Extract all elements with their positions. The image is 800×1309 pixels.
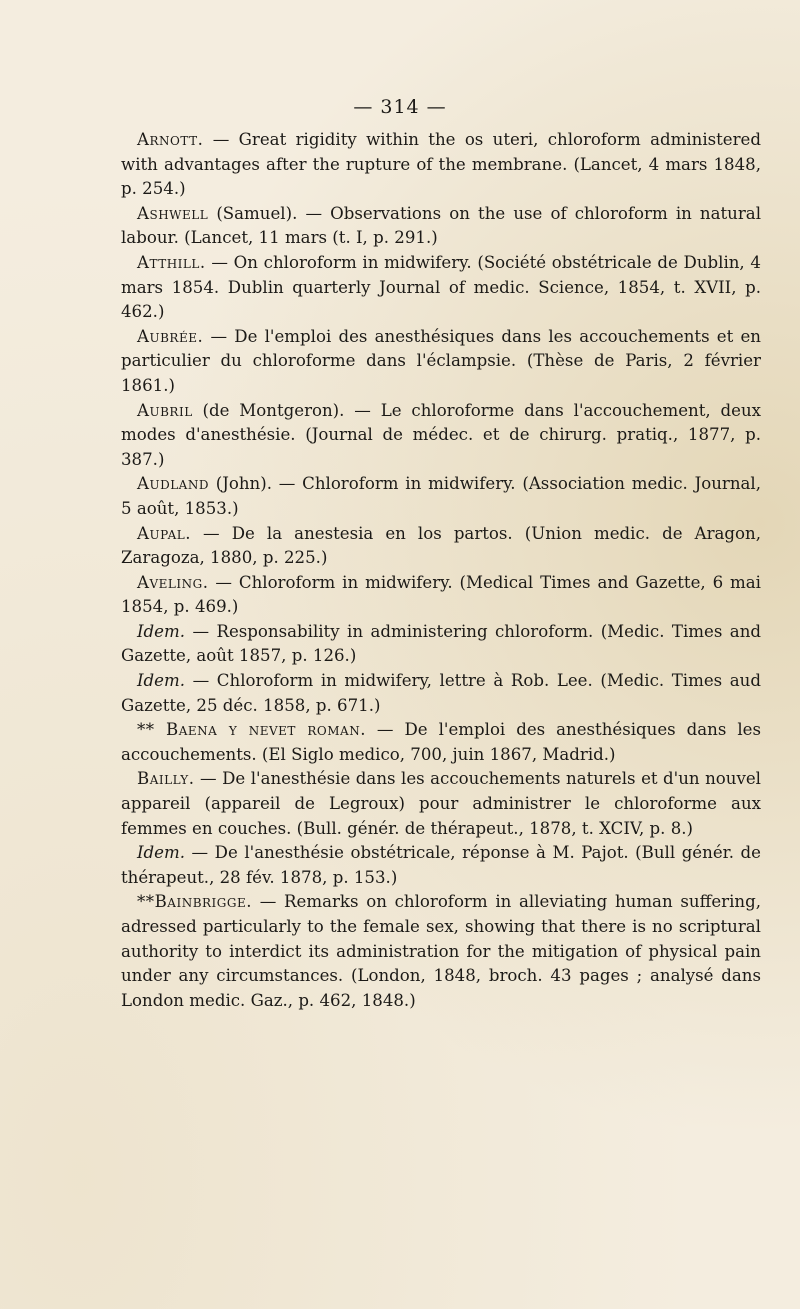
- entry-author: Aubrée.: [137, 326, 204, 346]
- bibliography-entry: [121, 325, 761, 399]
- entry-author: Bailly.: [137, 769, 195, 789]
- entry-text: — De l'anesthésie dans les accouchements naturels et d'un nouvel appareil (appareil de Legroux) pour administrer le chloroforme aux femmes en couches. (Bull. génér. de thérapeut., 1878, t. XCIV, p. 8.): [121, 769, 761, 838]
- entry-author: **Bainbrigge.: [137, 892, 252, 912]
- bibliography-entry: [121, 571, 761, 620]
- entry-text: — De l'emploi des anesthésiques dans les accouchements. (El Siglo medico, 700, juin 1867, Madrid.): [121, 720, 761, 764]
- bibliography-entry: [121, 890, 761, 1013]
- entry-author: Idem.: [137, 671, 186, 691]
- entry-author: Idem.: [137, 621, 186, 641]
- entry-text: — On chloroform in midwifery. (Société obstétricale de Dublin, 4 mars 1854. Dublin quarterly Journal of medic. Science, 1854, t. XVII, p. 462.): [121, 252, 761, 322]
- bibliography-entry: [121, 718, 761, 767]
- entry-author: Aveling.: [137, 572, 209, 592]
- entry-author: Arnott.: [137, 130, 204, 149]
- bibliography-entry: [121, 472, 761, 521]
- page-number: — 314 —: [353, 96, 447, 118]
- entry-text: — Chloroform in midwifery. (Medical Times and Gazette, 6 mai 1854, p. 469.): [121, 572, 761, 617]
- entry-author: Ashwell: [137, 203, 209, 223]
- bibliography-entry: [121, 841, 761, 890]
- entry-author: Aupal.: [137, 523, 191, 543]
- bibliography-entry: [121, 251, 761, 325]
- entry-author: Idem.: [137, 843, 186, 863]
- entry-text: (John). — Chloroform in midwifery. (Association medic. Journal, 5 août, 1853.): [121, 474, 761, 518]
- bibliography-entry: [121, 767, 761, 841]
- entry-text: — Great rigidity within the os uteri, chloroform administered with advantages after the rupture of the membrane. (Lancet, 4 mars 1848, p. 254.): [121, 130, 761, 199]
- entry-text: — Remarks on chloroform in alleviating human suffering, adressed particularly to the female sex, showing that there is no scriptural authority to interdict its administration for the mitigation of physical pain under any circumstances. (London, 1848, broch. 43 pages ; analysé dans London medic. Gaz., p. 462, 1848.): [121, 892, 761, 1010]
- bibliography-entry: [121, 620, 761, 669]
- entry-text: — Chloroform in midwifery, lettre à Rob. Lee. (Medic. Times aud Gazette, 25 déc. 1858, p. 671.): [121, 671, 761, 715]
- bibliography-entry: [121, 399, 761, 473]
- bibliography-entry: [121, 202, 761, 251]
- entry-author: Atthill.: [137, 252, 206, 272]
- entry-text: — De l'emploi des anesthésiques dans les accouchements et en particulier du chloroforme dans l'éclampsie. (Thèse de Paris, 2 février 1861.): [121, 326, 761, 395]
- entry-author: ** Baena y nevet roman.: [137, 720, 366, 740]
- entry-author: Audland: [137, 474, 209, 494]
- bibliography-entry: [121, 669, 761, 718]
- bibliography-list: [121, 128, 761, 1013]
- entry-text: (de Montgeron). — Le chloroforme dans l'accouchement, deux modes d'anesthésie. (Journal de médec. et de chirurg. pratiq., 1877, p. 387.): [121, 400, 761, 469]
- entry-text: — De l'anesthésie obstétricale, réponse à M. Pajot. (Bull génér. de thérapeut., 28 fév. 1878, p. 153.): [121, 843, 761, 887]
- entry-author: Aubril: [137, 400, 193, 420]
- entry-text: — De la anestesia en los partos. (Union medic. de Aragon, Zaragoza, 1880, p. 225.): [121, 523, 761, 568]
- entry-text: (Samuel). — Observations on the use of chloroform in natural labour. (Lancet, 11 mars (t. I, p. 291.): [121, 203, 761, 248]
- bibliography-entry: [121, 522, 761, 571]
- entry-text: — Responsability in administering chloroform. (Medic. Times and Gazette, août 1857, p. 126.): [121, 621, 761, 666]
- bibliography-entry: [121, 128, 761, 202]
